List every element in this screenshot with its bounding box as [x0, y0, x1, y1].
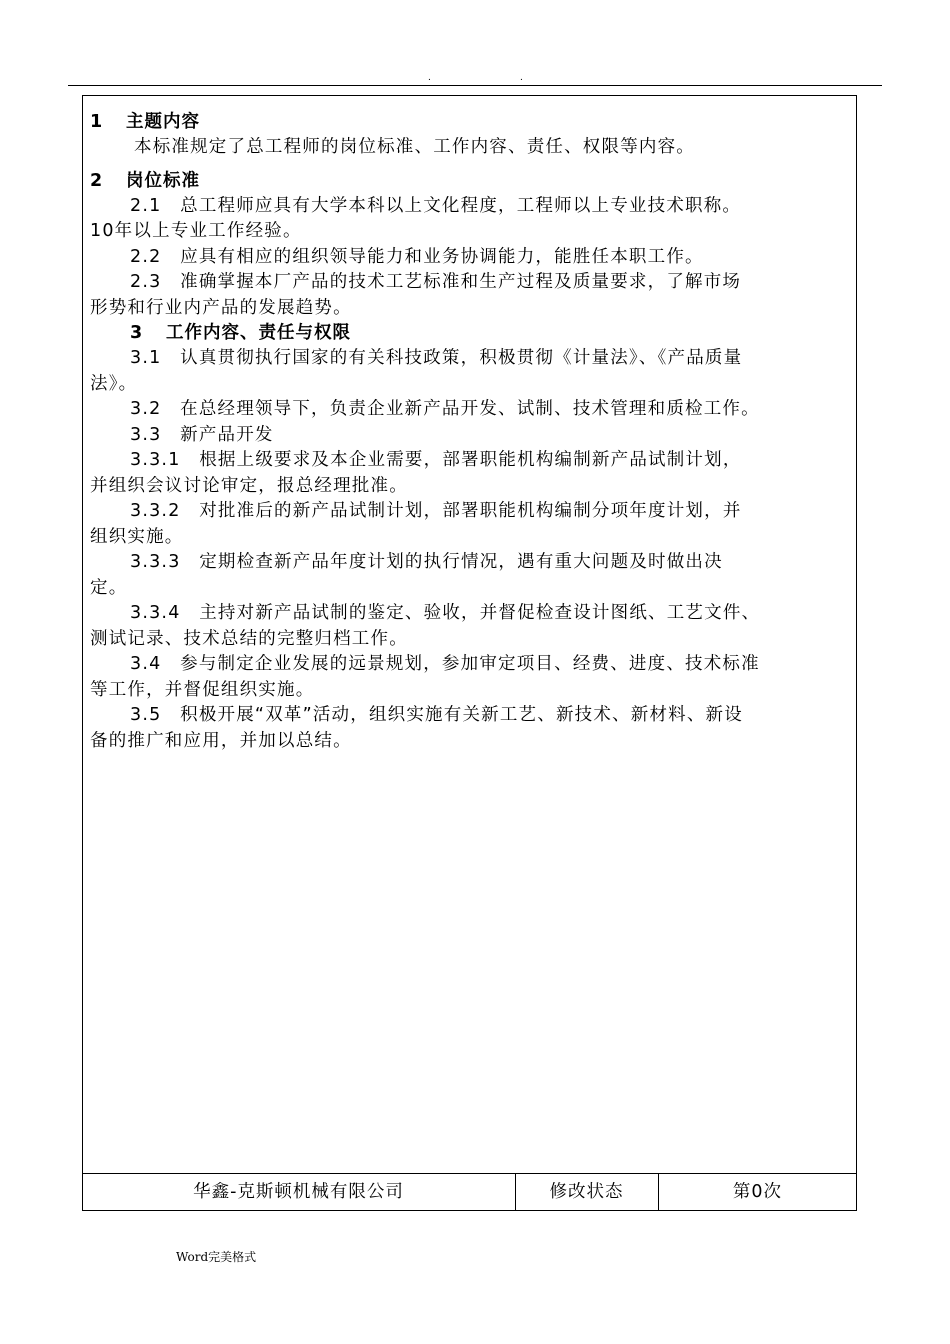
- section-2-heading: [90, 169, 850, 194]
- paragraph-3-3-4-line-1: 3.3.4 主持对新产品试制的鉴定、验收，并督促检查设计图纸、工艺文件、: [130, 603, 761, 623]
- company-name: 华鑫-克斯顿机械有限公司: [193, 1182, 404, 1202]
- paragraph-2-3-line-1: 2.3 准确掌握本厂产品的技术工艺标准和生产过程及质量要求，了解市场: [130, 272, 742, 292]
- revision-label: 修改状态: [549, 1182, 624, 1202]
- paragraph-3-3-3-line-1: 3.3.3 定期检查新产品年度计划的执行情况，遇有重大问题及时做出决: [130, 552, 723, 572]
- paragraph-3-5-line-1: 3.5 积极开展“双革”活动，组织实施有关新工艺、新技术、新材料、新设: [130, 705, 743, 725]
- page-footer-text: Word完美格式: [176, 1250, 257, 1264]
- paragraph-2-2: 2.2 应具有相应的组织领导能力和业务协调能力，能胜任本职工作。: [130, 246, 704, 267]
- section-1-body: 本标准规定了总工程师的岗位标准、工作内容、责任、权限等内容。: [134, 137, 695, 157]
- paragraph-3-3-3-line-2: 定。: [90, 577, 128, 598]
- section-3-heading: [90, 321, 850, 346]
- paragraph-3-1-line-1: 3.1 认真贯彻执行国家的有关科技政策，积极贯彻《计量法》、《产品质量: [130, 348, 743, 368]
- section-2-title: 岗位标准: [126, 170, 200, 191]
- paragraph-3-4-line-2: 等工作，并督促组织实施。: [90, 679, 315, 700]
- paragraph-3-4-line-1: 3.4 参与制定企业发展的远景规划，参加审定项目、经费、进度、技术标准: [130, 654, 760, 674]
- section-3-title: 工作内容、责任与权限: [166, 323, 351, 343]
- paragraph-3-3-4-line-2: 测试记录、技术总结的完整归档工作。: [90, 628, 408, 649]
- section-2-number: 2: [90, 170, 104, 191]
- paragraph-3-2: 3.2 在总经理领导下，负责企业新产品开发、试制、技术管理和质检工作。: [130, 399, 760, 419]
- paragraph-2-1-line-2: 10年以上专业工作经验。: [90, 221, 302, 241]
- paragraph-3-1-line-2: 法》。: [90, 373, 138, 394]
- footer-table: [82, 1173, 857, 1211]
- paragraph-3-3-1-line-1: 3.3.1 根据上级要求及本企业需要，部署职能机构编制新产品试制计划，: [130, 450, 742, 470]
- section-1-heading: [90, 110, 850, 135]
- section-1-number: 1: [90, 112, 104, 132]
- header-dot-left: .: [428, 73, 431, 83]
- header-rule: [68, 85, 882, 86]
- paragraph-3-3: 3.3 新产品开发: [130, 424, 274, 445]
- paragraph-3-3-1-line-2: 并组织会议讨论审定，报总经理批准。: [90, 475, 408, 496]
- paragraph-2-1-line-1: 2.1 总工程师应具有大学本科以上文化程度，工程师以上专业技术职称。: [130, 195, 742, 216]
- section-1-title: 主题内容: [126, 112, 200, 132]
- paragraph-3-5-line-2: 备的推广和应用，并加以总结。: [90, 730, 352, 751]
- header-dot-right: .: [520, 73, 523, 83]
- paragraph-2-3-line-2: 形势和行业内产品的发展趋势。: [90, 297, 352, 318]
- paragraph-3-3-2-line-2: 组织实施。: [90, 526, 184, 547]
- document-body: [90, 110, 850, 754]
- revision-value: 第0次: [732, 1182, 783, 1202]
- section-3-number: 3: [130, 323, 144, 343]
- paragraph-3-3-2-line-1: 3.3.2 对批准后的新产品试制计划，部署职能机构编制分项年度计划，并: [130, 501, 742, 521]
